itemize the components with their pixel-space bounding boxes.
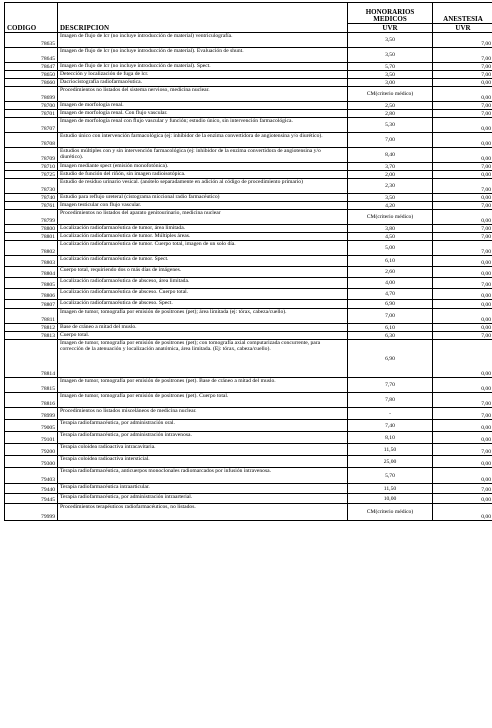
description-cell: Imagen de tumor, tomografía por emisión de positrones (pet); área limitada (ej: tórax, cabeza/cuello). <box>58 309 348 324</box>
uvr-anestesia-cell: 7,00 <box>433 202 492 210</box>
header-uvr-honorarios: UVR <box>348 24 433 33</box>
table-row <box>5 102 492 110</box>
code-cell: 78802 <box>5 241 58 256</box>
table-row <box>5 256 492 267</box>
uvr-anestesia-cell: 7,00 <box>433 163 492 171</box>
uvr-honorarios-cell: 5,70 <box>348 468 433 484</box>
description-cell: Terapia radiofarmacéutica, por administración intravenosa. <box>58 432 348 444</box>
uvr-honorarios-cell: 3,80 <box>348 225 433 233</box>
uvr-honorarios-cell: 7,70 <box>348 378 433 393</box>
code-cell: 78707 <box>5 118 58 133</box>
uvr-anestesia-cell: 0,00 <box>433 324 492 332</box>
description-cell: Localización radiofarmacéutica de tumor. Spect. <box>58 256 348 267</box>
code-cell: 78701 <box>5 110 58 118</box>
uvr-anestesia-cell: 0,00 <box>433 309 492 324</box>
uvr-anestesia-cell: 7,00 <box>433 393 492 408</box>
uvr-honorarios-cell: 2,00 <box>348 171 433 179</box>
uvr-honorarios-cell: 4,50 <box>348 233 433 241</box>
description-cell: Detección y localización de fuga de lcr. <box>58 71 348 79</box>
uvr-honorarios-cell: 6,10 <box>348 256 433 267</box>
uvr-anestesia-cell: 0,00 <box>433 378 492 393</box>
description-cell: Imagen de morfología renal con flujo vascular y función; estudio único, sin intervención farmacológica. <box>58 118 348 133</box>
code-cell: 78814 <box>5 340 58 378</box>
code-cell: 78999 <box>5 408 58 420</box>
uvr-anestesia-cell: 0,00 <box>433 300 492 309</box>
table-row <box>5 33 492 48</box>
uvr-anestesia-cell: 7,00 <box>433 225 492 233</box>
header-honorarios: HONORARIOS MEDICOS <box>348 3 433 24</box>
uvr-anestesia-cell: 7,00 <box>433 110 492 118</box>
uvr-honorarios-cell: CM(criterio médico) <box>348 504 433 521</box>
description-cell: Procedimientos terapéuticos radiofarmacéuticos, no listados. <box>58 504 348 521</box>
code-cell: 78635 <box>5 33 58 48</box>
table-row <box>5 432 492 444</box>
description-cell: Imagen de morfología renal. Con flujo vascular. <box>58 110 348 118</box>
description-cell: Localización radiofarmacéutica de absceso. Cuerpo total. <box>58 289 348 300</box>
uvr-honorarios-cell: 8,10 <box>348 432 433 444</box>
description-cell: Terapia radiofarmacéutica, por administración intraarterial. <box>58 494 348 504</box>
uvr-honorarios-cell: 11,50 <box>348 484 433 494</box>
uvr-anestesia-cell: 0,00 <box>433 504 492 521</box>
code-cell: 78801 <box>5 233 58 241</box>
description-cell: Estudio único con intervención farmacológica (ej: inhibidor de la enzima convertidora de angiotensina y/o diurético). <box>58 133 348 148</box>
code-cell: 78650 <box>5 71 58 79</box>
uvr-honorarios-cell: 10,00 <box>348 494 433 504</box>
table-row <box>5 494 492 504</box>
uvr-anestesia-cell: 7,00 <box>433 233 492 241</box>
uvr-honorarios-cell: 5,70 <box>348 63 433 71</box>
uvr-honorarios-cell: 2,30 <box>348 179 433 194</box>
uvr-anestesia-cell: 0,00 <box>433 87 492 102</box>
uvr-anestesia-cell: 7,00 <box>433 241 492 256</box>
table-row <box>5 48 492 63</box>
uvr-honorarios-cell: 3,00 <box>348 79 433 87</box>
table-row <box>5 133 492 148</box>
code-cell: 79101 <box>5 432 58 444</box>
description-cell: Terapia radiofarmacéutica intraarticular. <box>58 484 348 494</box>
description-cell: Imagen de flujo de lcr (no incluye introducción de material). Evaluación de shunt. <box>58 48 348 63</box>
table-row <box>5 420 492 432</box>
table-row <box>5 309 492 324</box>
description-cell: Estudio de residuo urinario vesical. (anótelo separadamente en adición al código de procedimiento primario) <box>58 179 348 194</box>
table-row <box>5 225 492 233</box>
description-cell: Localización radiofarmacéutica de tumor. Múltiples áreas. <box>58 233 348 241</box>
code-cell: 78710 <box>5 163 58 171</box>
table-row <box>5 118 492 133</box>
uvr-anestesia-cell: 0,00 <box>433 494 492 504</box>
uvr-honorarios-cell: 7,00 <box>348 133 433 148</box>
code-cell: 78725 <box>5 171 58 179</box>
uvr-honorarios-cell: 2,60 <box>348 267 433 278</box>
description-cell: Cuerpo total, requiriendo dos o más días de imágenes. <box>58 267 348 278</box>
uvr-honorarios-cell: CM(criterio médico) <box>348 87 433 102</box>
code-cell: 78816 <box>5 393 58 408</box>
code-cell: 78647 <box>5 63 58 71</box>
code-cell: 78815 <box>5 378 58 393</box>
table-row <box>5 241 492 256</box>
uvr-anestesia-cell: 0,00 <box>433 118 492 133</box>
uvr-anestesia-cell: 0,00 <box>433 256 492 267</box>
code-cell: 78800 <box>5 225 58 233</box>
uvr-anestesia-cell: 0,00 <box>433 79 492 87</box>
uvr-honorarios-cell: 3,50 <box>348 48 433 63</box>
table-row <box>5 504 492 521</box>
code-cell: 78811 <box>5 309 58 324</box>
code-cell: 78645 <box>5 48 58 63</box>
header-uvr-anestesia: UVR <box>433 24 492 33</box>
code-cell: 78799 <box>5 210 58 225</box>
code-cell: 78804 <box>5 267 58 278</box>
uvr-honorarios-cell: 7,00 <box>348 309 433 324</box>
code-cell: 78803 <box>5 256 58 267</box>
uvr-honorarios-cell: 4,70 <box>348 289 433 300</box>
uvr-anestesia-cell: 0,00 <box>433 148 492 163</box>
table-row <box>5 340 492 378</box>
code-cell: 78660 <box>5 79 58 87</box>
code-cell: 78805 <box>5 278 58 289</box>
code-cell: 78740 <box>5 194 58 202</box>
description-cell: Cuerpo total. <box>58 332 348 340</box>
uvr-anestesia-cell: 0,00 <box>433 133 492 148</box>
table-row <box>5 148 492 163</box>
code-cell: 78806 <box>5 289 58 300</box>
description-cell: Procedimientos no listados del aparato genitourinario, medicina nuclear <box>58 210 348 225</box>
description-cell: Imagen de tumor, tomografía por emisión de positrones (pet). Base de cráneo a mitad del muslo. <box>58 378 348 393</box>
description-cell: Estudio para reflujo ureteral (cistograma miccional radio farmacéutico) <box>58 194 348 202</box>
code-cell: 79200 <box>5 444 58 456</box>
uvr-honorarios-cell: 5,30 <box>348 118 433 133</box>
uvr-honorarios-cell: 3,50 <box>348 33 433 48</box>
uvr-anestesia-cell: 7,00 <box>433 179 492 194</box>
code-cell: 78813 <box>5 332 58 340</box>
description-cell: Procedimientos no listados misceláneos de medicina nuclear. <box>58 408 348 420</box>
description-cell: Terapia radiofarmacéutica, por administración oral. <box>58 420 348 432</box>
code-cell: 78699 <box>5 87 58 102</box>
fee-table <box>4 2 492 521</box>
uvr-honorarios-cell: - <box>348 408 433 420</box>
uvr-honorarios-cell: 7,40 <box>348 420 433 432</box>
description-cell: Imagen de flujo de lcr (no incluye introducción de material). Spect. <box>58 63 348 71</box>
table-row <box>5 378 492 393</box>
uvr-anestesia-cell: 0,00 <box>433 171 492 179</box>
code-cell: 78812 <box>5 324 58 332</box>
uvr-anestesia-cell: 0,00 <box>433 432 492 444</box>
header-descripcion: DESCRIPCION <box>58 3 348 33</box>
description-cell: Imagen mediante spect (emisión monofotónica). <box>58 163 348 171</box>
description-cell: Procedimientos no listados del sistema nervioso, medicina nuclear. <box>58 87 348 102</box>
table-row <box>5 179 492 194</box>
description-cell: Localización radiofarmacéutica de absceso. Spect. <box>58 300 348 309</box>
uvr-anestesia-cell: 0,00 <box>433 340 492 378</box>
code-cell: 79440 <box>5 484 58 494</box>
code-cell: 78807 <box>5 300 58 309</box>
description-cell: Localización radiofarmacéutica de tumor, área limitada. <box>58 225 348 233</box>
uvr-honorarios-cell: 6,30 <box>348 332 433 340</box>
uvr-honorarios-cell: 5,00 <box>348 241 433 256</box>
code-cell: 79403 <box>5 468 58 484</box>
header-codigo: CODIGO <box>5 3 58 33</box>
uvr-honorarios-cell: 6,90 <box>348 300 433 309</box>
uvr-anestesia-cell: 7,00 <box>433 444 492 456</box>
uvr-honorarios-cell: 4,20 <box>348 202 433 210</box>
uvr-anestesia-cell: 7,00 <box>433 33 492 48</box>
description-cell: Imagen de flujo de lcr (no incluye introducción de material) ventriculografía. <box>58 33 348 48</box>
table-row <box>5 87 492 102</box>
table-row <box>5 468 492 484</box>
table-row <box>5 110 492 118</box>
description-cell: Imagen de morfología renal. <box>58 102 348 110</box>
table-row <box>5 63 492 71</box>
header-row-top <box>5 3 492 24</box>
table-row <box>5 324 492 332</box>
code-cell: 78730 <box>5 179 58 194</box>
uvr-honorarios-cell: 2,50 <box>348 102 433 110</box>
uvr-anestesia-cell: 0,00 <box>433 420 492 432</box>
description-cell: Base de cráneo a mitad del muslo. <box>58 324 348 332</box>
uvr-anestesia-cell: 7,00 <box>433 48 492 63</box>
uvr-honorarios-cell: 25,00 <box>348 456 433 468</box>
table-row <box>5 278 492 289</box>
table-row <box>5 71 492 79</box>
description-cell: Terapia coloidea radioactiva intersticial. <box>58 456 348 468</box>
table-row <box>5 79 492 87</box>
code-cell: 79999 <box>5 504 58 521</box>
uvr-anestesia-cell: 0,00 <box>433 194 492 202</box>
code-cell: 78708 <box>5 133 58 148</box>
table-row <box>5 484 492 494</box>
uvr-anestesia-cell: 7,00 <box>433 332 492 340</box>
code-cell: 79445 <box>5 494 58 504</box>
header-anestesia: ANESTESIA <box>433 3 492 24</box>
uvr-anestesia-cell: 0,00 <box>433 456 492 468</box>
uvr-anestesia-cell: 0,00 <box>433 289 492 300</box>
table-body <box>5 33 492 521</box>
table-row <box>5 233 492 241</box>
table-row <box>5 194 492 202</box>
description-cell: Terapia radiofarmacéutica, anticuerpos monoclonales radiomarcados por infusión intravenosa. <box>58 468 348 484</box>
table-row <box>5 163 492 171</box>
uvr-honorarios-cell: 6,90 <box>348 340 433 378</box>
uvr-honorarios-cell: CM(criterio médico) <box>348 210 433 225</box>
uvr-anestesia-cell: 7,00 <box>433 278 492 289</box>
table-row <box>5 332 492 340</box>
table-row <box>5 393 492 408</box>
uvr-anestesia-cell: 0,00 <box>433 468 492 484</box>
uvr-honorarios-cell: 6,10 <box>348 324 433 332</box>
description-cell: Terapia coloidea radioactiva intracavitaria. <box>58 444 348 456</box>
description-cell: Imagen de tumor, tomografía por emisión de positrones (pet). Cuerpo total. <box>58 393 348 408</box>
table-row <box>5 267 492 278</box>
description-cell: Dacriocistografía radiofarmacéutica. <box>58 79 348 87</box>
uvr-anestesia-cell: 7,00 <box>433 408 492 420</box>
table-row <box>5 300 492 309</box>
table-row <box>5 289 492 300</box>
description-cell: Localización radiofarmacéutica de tumor. Cuerpo total, imagen de un solo día. <box>58 241 348 256</box>
code-cell: 79300 <box>5 456 58 468</box>
uvr-honorarios-cell: 3,70 <box>348 163 433 171</box>
uvr-honorarios-cell: 11,50 <box>348 444 433 456</box>
code-cell: 79005 <box>5 420 58 432</box>
table-row <box>5 202 492 210</box>
description-cell: Imagen testicular con flujo vascular. <box>58 202 348 210</box>
uvr-honorarios-cell: 7,80 <box>348 393 433 408</box>
uvr-honorarios-cell: 3,50 <box>348 194 433 202</box>
uvr-anestesia-cell: 7,00 <box>433 63 492 71</box>
table-row <box>5 408 492 420</box>
table-row <box>5 456 492 468</box>
uvr-anestesia-cell: 7,00 <box>433 484 492 494</box>
description-cell: Imagen de tumor, tomografía por emisión de positrones (pet); con tomografía axial computarizada concurrente, para corrección de la atenuación y localización anatómica, área limitada. (Ej: tórax, cabeza/cuello). <box>58 340 348 378</box>
description-cell: Localización radiofarmacéutica de absceso, área limitada. <box>58 278 348 289</box>
uvr-honorarios-cell: 4,00 <box>348 278 433 289</box>
description-cell: Estudio de función del riñón, sin imagen radioisotópica. <box>58 171 348 179</box>
fee-schedule-sheet <box>4 2 491 521</box>
code-cell: 78700 <box>5 102 58 110</box>
code-cell: 78709 <box>5 148 58 163</box>
uvr-honorarios-cell: 8,40 <box>348 148 433 163</box>
uvr-anestesia-cell: 7,00 <box>433 102 492 110</box>
uvr-honorarios-cell: 2,80 <box>348 110 433 118</box>
table-row <box>5 171 492 179</box>
uvr-anestesia-cell: 0,00 <box>433 267 492 278</box>
table-row <box>5 444 492 456</box>
code-cell: 78761 <box>5 202 58 210</box>
table-row <box>5 210 492 225</box>
description-cell: Estudios múltiples con y sin intervención farmacológica (ej: inhibidor de la enzima convertidora de angiotensina y/o diurético). <box>58 148 348 163</box>
uvr-anestesia-cell: 0,00 <box>433 210 492 225</box>
uvr-honorarios-cell: 3,50 <box>348 71 433 79</box>
uvr-anestesia-cell: 7,00 <box>433 71 492 79</box>
